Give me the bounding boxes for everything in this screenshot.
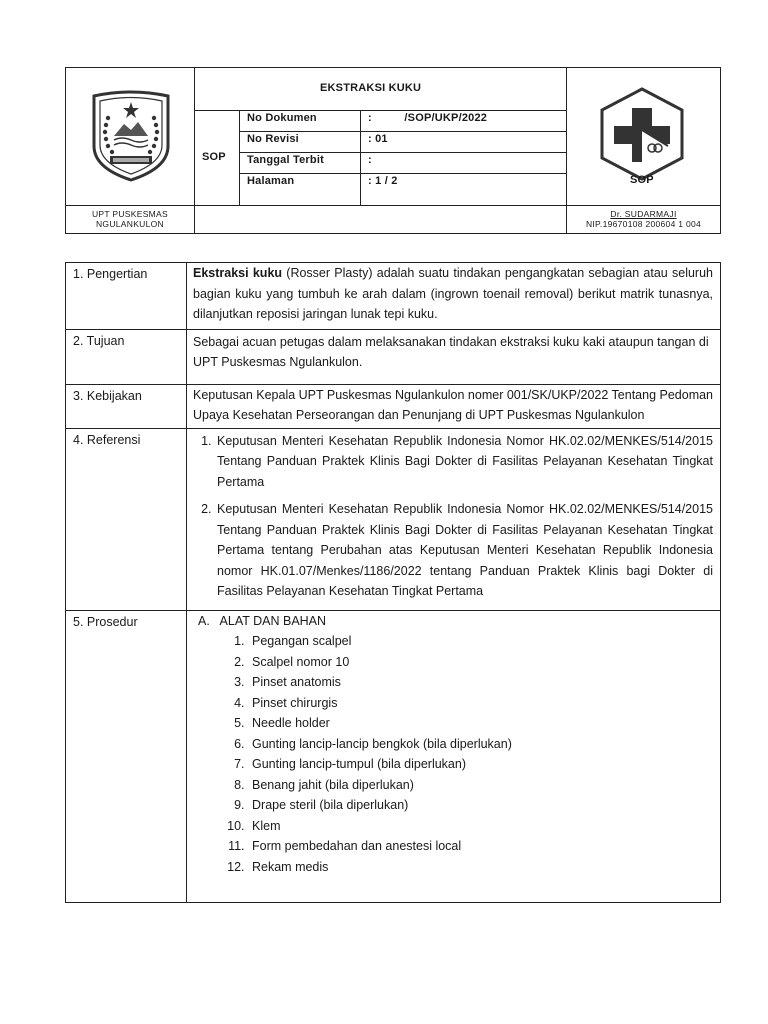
referensi-label: 4. Referensi (66, 428, 187, 610)
field-tanggal-terbit-label: Tanggal Terbit (247, 154, 324, 166)
row-kebijakan (66, 384, 721, 428)
regency-emblem-logo (86, 88, 176, 182)
referensi-content (187, 428, 721, 610)
kebijakan-content: Keputusan Kepala UPT Puskesmas Ngulankulon nomer 001/SK/UKP/2022 Tentang Pedoman Upaya Kesehatan Perseorangan dan Penunjang di UPT Puskesmas Ngulankulon (187, 384, 721, 428)
pengertian-text: (Rosser Plasty) adalah suatu tindakan pengangkatan sebagian atau seluruh bagian kuku yang tumbuh ke arah dalam (ingrown toenail removal) berikut matrik tunasnya, dilanjutkan reposisi jaringan lunak tepi kuku. (193, 266, 713, 321)
signer-block (566, 209, 721, 229)
sop-label: SOP (202, 151, 226, 163)
signer-name: Dr. SUDARMAJI (610, 209, 677, 219)
organization-name (66, 209, 194, 229)
pengertian-label: 1. Pengertian (66, 263, 187, 330)
organization-line-1: UPT PUSKESMAS (91, 209, 168, 219)
referensi-item: 1. Keputusan Menteri Kesehatan Republik Indonesia Nomor HK.02.02/MENKES/514/2015 Tentang Panduan Praktek Klinis Bagi Dokter di Fasilitas Pelayanan Kesehatan Tingkat Pertama (215, 431, 713, 493)
alat-item: 8. Benang jahit (bila diperlukan) (248, 775, 713, 796)
field-halaman-label: Halaman (247, 175, 295, 187)
sop-content-table (65, 262, 721, 903)
alat-item: 1. Pegangan scalpel (248, 631, 713, 652)
alat-item: 3. Pinset anatomis (248, 672, 713, 693)
alat-item: 6. Gunting lancip-lancip bengkok (bila diperlukan) (248, 734, 713, 755)
row-pengertian (66, 263, 721, 330)
document-title: EKSTRAKSI KUKU (320, 82, 422, 94)
alat-bahan-list (193, 631, 713, 877)
prosedur-subheading: A. ALAT DAN BAHAN (198, 613, 327, 628)
field-no-revisi-label: No Revisi (247, 133, 299, 145)
alat-item: 5. Needle holder (248, 713, 713, 734)
field-no-dokumen-label: No Dokumen (247, 112, 317, 124)
prosedur-label: 5. Prosedur (66, 610, 187, 902)
alat-item: 2. Scalpel nomor 10 (248, 652, 713, 673)
document-header (65, 67, 721, 234)
referensi-item: 2. Keputusan Menteri Kesehatan Republik Indonesia Nomor HK.02.02/MENKES/514/2015 Tentang Panduan Praktek Klinis Bagi Dokter di Fasilitas Pelayanan Kesehatan Tingkat Pertama tentang Perubahan atas Keputusan Menteri Kesehatan Republik Indonesia nomor HK.01.07/Menkes/1186/2022 tentang Panduan Praktek Klinis bagi Dokter di Fasilitas Pelayanan Kesehatan Tingkat Pertama (215, 499, 713, 602)
alat-item: 9. Drape steril (bila diperlukan) (248, 795, 713, 816)
prosedur-content (187, 610, 721, 902)
tujuan-label: 2. Tujuan (66, 329, 187, 384)
kebijakan-label: 3. Kebijakan (66, 384, 187, 428)
field-no-revisi-value: : 01 (368, 133, 388, 145)
field-halaman-value: : 1 / 2 (368, 175, 398, 187)
alat-item: 7. Gunting lancip-tumpul (bila diperlukan) (248, 754, 713, 775)
row-prosedur (66, 610, 721, 902)
right-sop-label: SOP (630, 174, 654, 186)
field-tanggal-terbit-value: : (368, 154, 372, 166)
pengertian-term: Ekstraksi kuku (193, 266, 283, 280)
organization-line-2: NGULANKULON (95, 219, 164, 229)
pengertian-content (187, 263, 721, 330)
puskesmas-logo-cell (566, 68, 721, 205)
puskesmas-logo (598, 86, 686, 182)
row-referensi (66, 428, 721, 610)
tujuan-content: Sebagai acuan petugas dalam melaksanakan tindakan ekstraksi kuku kaki ataupun tangan di UPT Puskesmas Ngulankulon. (187, 329, 721, 384)
field-no-dokumen-value: : /SOP/UKP/2022 (368, 112, 488, 124)
alat-item: 11. Form pembedahan dan anestesi local (248, 836, 713, 857)
row-tujuan (66, 329, 721, 384)
alat-item: 4. Pinset chirurgis (248, 693, 713, 714)
signer-nip: NIP.19670108 200604 1 004 (585, 219, 702, 229)
alat-item: 12. Rekam medis (248, 857, 713, 878)
alat-item: 10. Klem (248, 816, 713, 837)
referensi-list (193, 431, 713, 602)
